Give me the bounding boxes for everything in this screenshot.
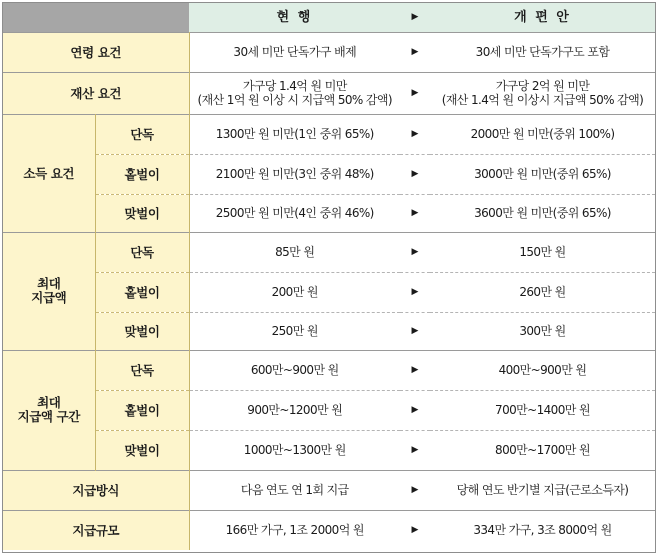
row-method-revised: 당해 연도 반기별 지급(근로소득자) [430,470,655,510]
row-scale-label: 지급규모 [3,510,189,550]
row-asset-label: 재산 요건 [3,72,189,114]
header-arrow: ▶ [400,3,430,32]
row-maxrange-sub-2: 홑벌이 [95,390,189,430]
row-maxrange-one-earner [3,390,655,430]
row-income-current-3: 2500만 원 미만(4인 중위 46%) [189,194,400,232]
row-income-single [3,114,655,154]
row-income-revised-3: 3600만 원 미만(중위 65%) [430,194,655,232]
row-maxrange-current-3: 1000만~1300만 원 [189,430,400,470]
row-age-current: 30세 미만 단독가구 배제 [189,32,400,72]
row-maxrange-label [3,350,95,470]
row-maxamt-one-earner [3,272,655,312]
row-income-arrow-1: ▶ [400,114,430,154]
row-maxrange-revised-3: 800만~1700만 원 [430,430,655,470]
row-maxamt-current-3: 250만 원 [189,312,400,350]
row-maxamt-sub-3: 맞벌이 [95,312,189,350]
row-maxrange-revised-1: 400만~900만 원 [430,350,655,390]
row-maxamt-label-line1: 최대 [37,276,61,291]
row-maxamt-arrow-3: ▶ [400,312,430,350]
row-maxamt-dual-earner [3,312,655,350]
row-method-label: 지급방식 [3,470,189,510]
row-income-label: 소득 요건 [3,114,95,232]
row-age-arrow: ▶ [400,32,430,72]
row-age-label: 연령 요건 [3,32,189,72]
row-income-one-earner [3,154,655,194]
row-asset-current-line2: (재산 1억 원 이상 시 지급액 50% 감액) [197,93,392,107]
row-maxrange-arrow-2: ▶ [400,390,430,430]
row-maxrange-revised-2: 700만~1400만 원 [430,390,655,430]
row-method [3,470,655,510]
row-maxamt-label [3,232,95,350]
row-income-current-1: 1300만 원 미만(1인 중위 65%) [189,114,400,154]
row-scale-current: 166만 가구, 1조 2000억 원 [189,510,400,550]
row-maxrange-single [3,350,655,390]
row-asset-revised-line2: (재산 1.4억 원 이상시 지급액 50% 감액) [441,93,644,107]
row-asset-revised-line1: 가구당 2억 원 미만 [495,79,590,93]
row-scale-revised: 334만 가구, 3조 8000억 원 [430,510,655,550]
row-maxrange-sub-3: 맞벌이 [95,430,189,470]
row-income-revised-2: 3000만 원 미만(중위 65%) [430,154,655,194]
row-method-arrow: ▶ [400,470,430,510]
row-maxamt-sub-2: 홑벌이 [95,272,189,312]
row-maxrange-current-2: 900만~1200만 원 [189,390,400,430]
row-maxrange-label-line2: 지급액 구간 [17,409,80,424]
row-maxamt-sub-1: 단독 [95,232,189,272]
row-income-arrow-2: ▶ [400,154,430,194]
row-maxamt-arrow-2: ▶ [400,272,430,312]
comparison-table-frame [2,2,656,553]
row-maxamt-single [3,232,655,272]
header-blank-cell [3,3,189,32]
row-income-revised-1: 2000만 원 미만(중위 100%) [430,114,655,154]
comparison-table [3,3,655,550]
row-asset-arrow: ▶ [400,72,430,114]
row-maxrange-dual-earner [3,430,655,470]
row-scale-arrow: ▶ [400,510,430,550]
row-maxrange-arrow-1: ▶ [400,350,430,390]
row-income-dual-earner [3,194,655,232]
row-maxamt-arrow-1: ▶ [400,232,430,272]
row-maxamt-current-2: 200만 원 [189,272,400,312]
row-maxrange-arrow-3: ▶ [400,430,430,470]
row-maxrange-label-line1: 최대 [37,395,61,410]
row-income-sub-2: 홑벌이 [95,154,189,194]
row-asset [3,72,655,114]
row-maxrange-current-1: 600만~900만 원 [189,350,400,390]
row-maxamt-revised-2: 260만 원 [430,272,655,312]
row-income-current-2: 2100만 원 미만(3인 중위 48%) [189,154,400,194]
header-current: 현 행 [189,3,400,32]
row-maxamt-label-line2: 지급액 [31,290,67,305]
header-revised: 개 편 안 [430,3,655,32]
header-row [3,3,655,32]
row-maxamt-revised-3: 300만 원 [430,312,655,350]
row-asset-current-line1: 가구당 1.4억 원 미만 [242,79,347,93]
row-maxamt-revised-1: 150만 원 [430,232,655,272]
row-maxamt-current-1: 85만 원 [189,232,400,272]
row-scale [3,510,655,550]
row-income-arrow-3: ▶ [400,194,430,232]
row-income-sub-1: 단독 [95,114,189,154]
row-age-revised: 30세 미만 단독가구도 포함 [430,32,655,72]
row-age [3,32,655,72]
row-maxrange-sub-1: 단독 [95,350,189,390]
row-method-current: 다음 연도 연 1회 지급 [189,470,400,510]
row-asset-revised [430,72,655,114]
row-income-sub-3: 맞벌이 [95,194,189,232]
row-asset-current [189,72,400,114]
